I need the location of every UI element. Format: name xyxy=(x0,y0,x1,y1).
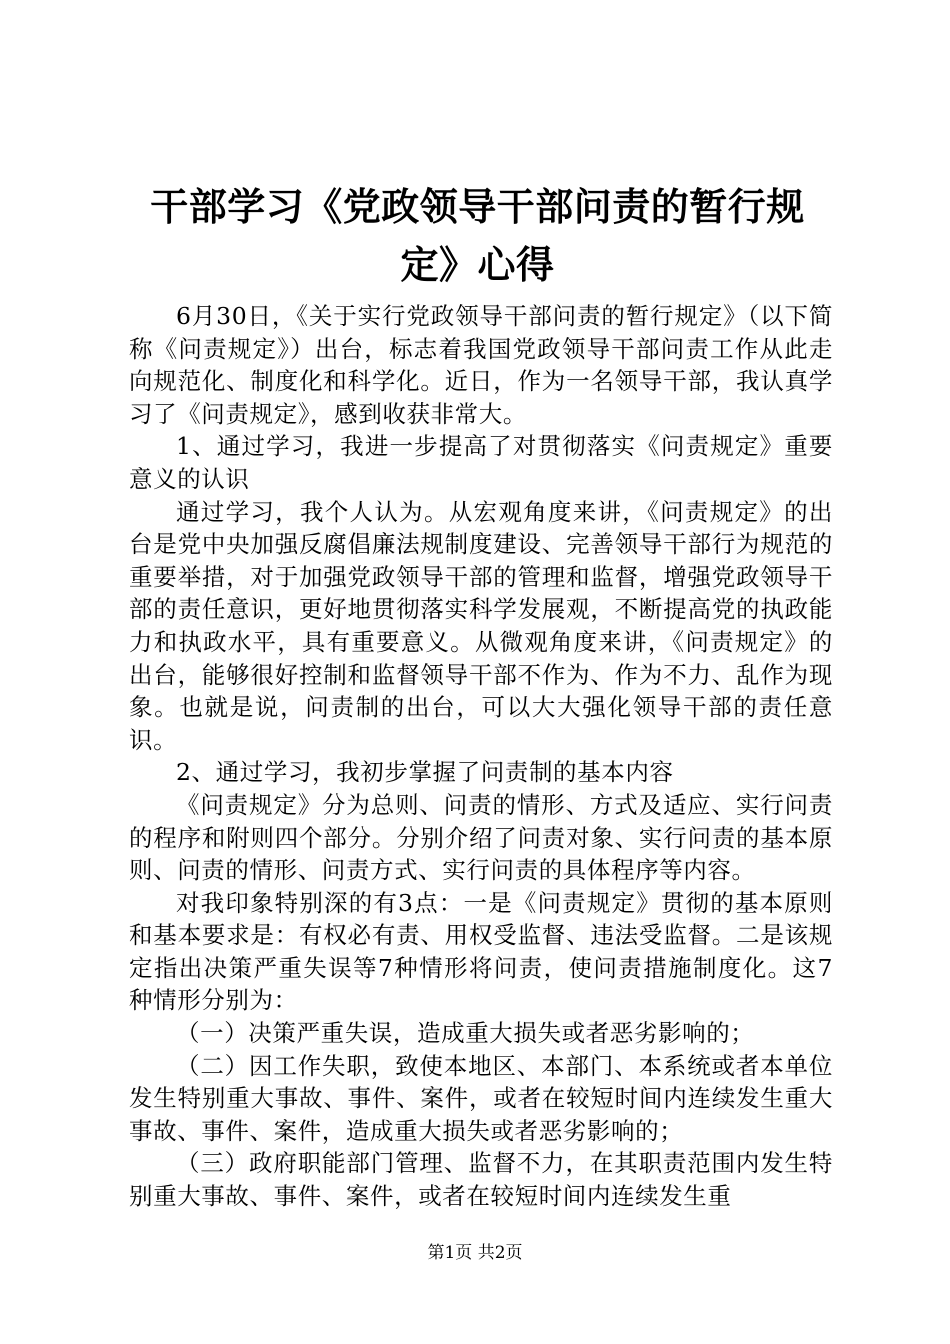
heading-point-2: 2、通过学习，我初步掌握了问责制的基本内容 xyxy=(176,758,674,787)
paragraph-intro: 6月30日，《关于实行党政领导干部问责的暂行规定》（以下简称《问责规定》）出台，标志着我国党政领导干部问责工作从此走向规范化、制度化和科学化。近日，作为一名领导干部，我认真学习了《问责规定》，感到收获非常大。 xyxy=(129,302,833,428)
paragraph-impressions: 对我印象特别深的有3点：一是《问责规定》贯彻的基本原则和基本要求是：有权必有责、用权受监督、违法受监督。二是该规定指出决策严重失误等7种情形将问责，使问责措施制度化。这7种情形分别为： xyxy=(129,888,833,1015)
page-number-footer: 第1页 共2页 xyxy=(427,1243,523,1263)
list-item-3: （三）政府职能部门管理、监督不力，在其职责范围内发生特别重大事故、事件、案件，或者在较短时间内连续发生重 xyxy=(129,1149,833,1211)
heading-point-1: 1、通过学习，我进一步提高了对贯彻落实《问责规定》重要意义的认识 xyxy=(129,432,833,493)
list-item-1: （一）决策严重失误，造成重大损失或者恶劣影响的； xyxy=(176,1019,755,1048)
paragraph-point-1: 通过学习，我个人认为。从宏观角度来讲，《问责规定》的出台是党中央加强反腐倡廉法规制度建设、完善领导干部行为规范的重要举措，对于加强党政领导干部的管理和监督，增强党政领导干部的责任意识，更好地贯彻落实科学发展观，不断提高党的执政能力和执政水平，具有重要意义。从微观角度来讲，《问责规定》的出台，能够很好控制和监督领导干部不作为、作为不力、乱作为现象。也就是说，问责制的出台，可以大大强化领导干部的责任意识。 xyxy=(129,497,833,754)
document-body xyxy=(129,300,833,1213)
list-item-2: （二）因工作失职，致使本地区、本部门、本系统或者本单位发生特别重大事故、事件、案件，或者在较短时间内连续发生重大事故、事件、案件，造成重大损失或者恶劣影响的； xyxy=(129,1051,833,1145)
paragraph-structure: 《问责规定》分为总则、问责的情形、方式及适应、实行问责的程序和附则四个部分。分别介绍了问责对象、实行问责的基本原则、问责的情形、问责方式、实行问责的具体程序等内容。 xyxy=(129,790,833,885)
document-title: 干部学习《党政领导干部问责的暂行规定》心得 xyxy=(150,185,805,287)
